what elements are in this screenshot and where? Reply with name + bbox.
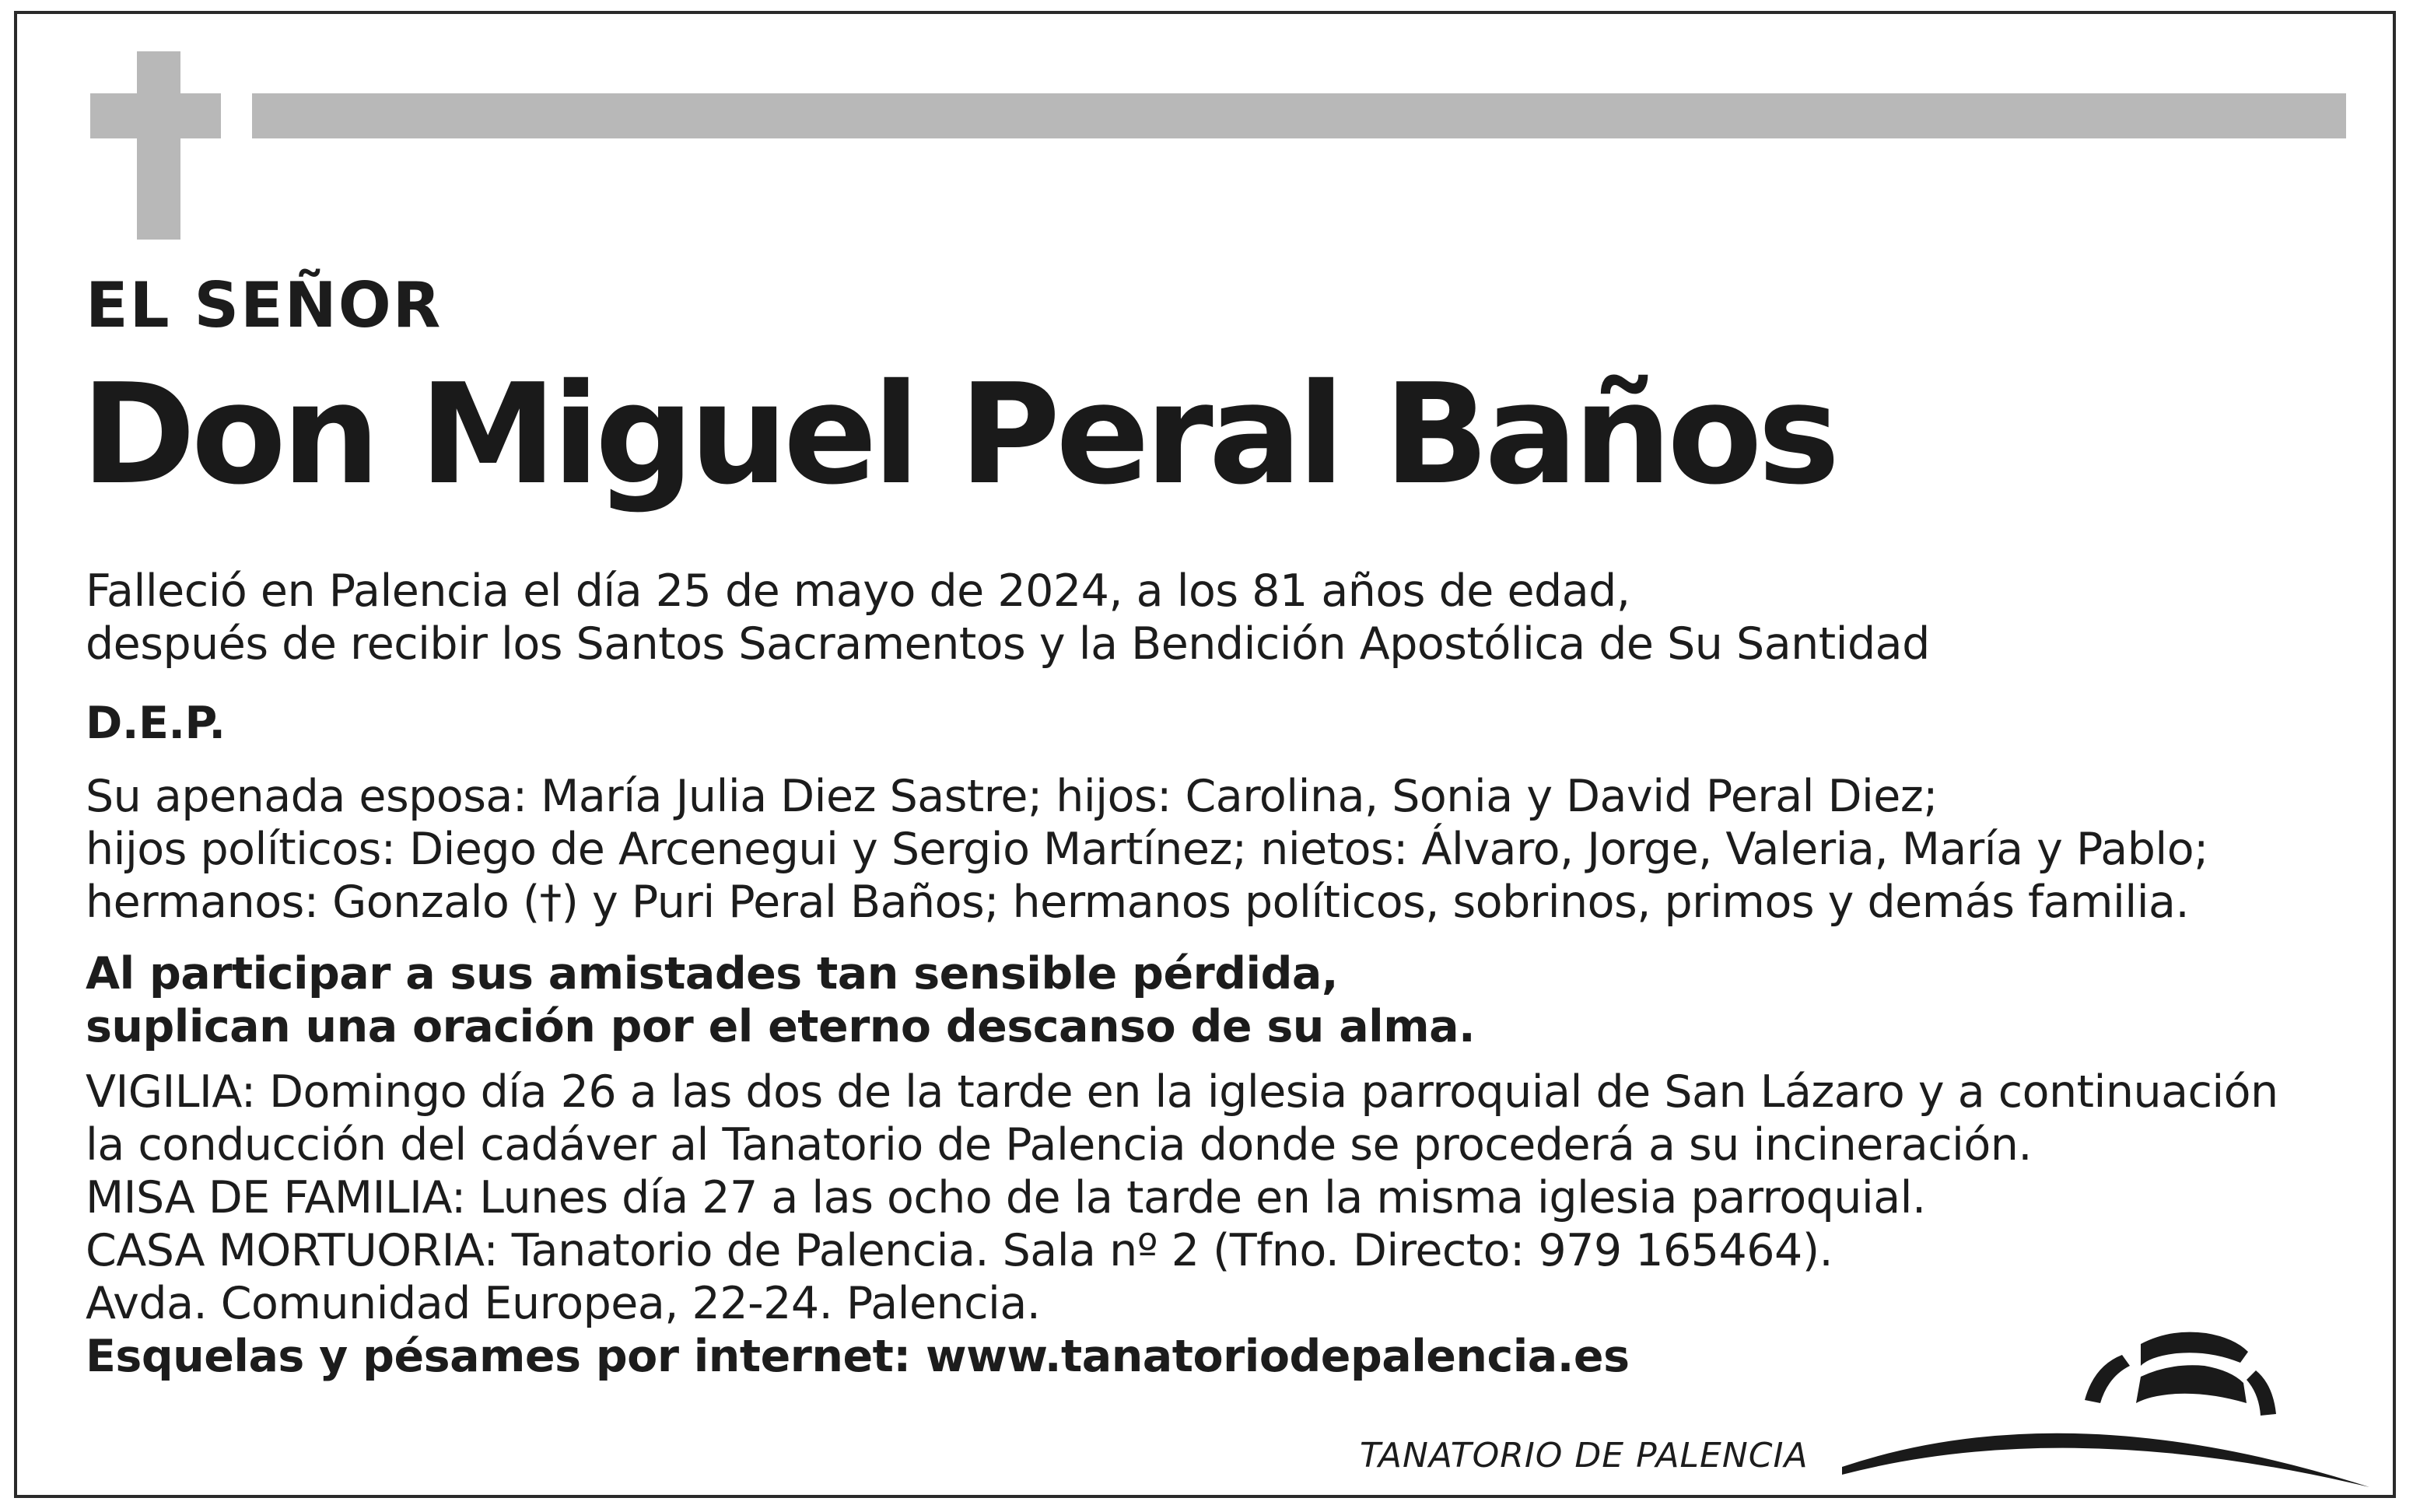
request-line-1: Al participar a sus amistades tan sensible pérdida, <box>86 948 1338 999</box>
logo-block-middle <box>2136 1365 2247 1403</box>
services-line-1: VIGILIA: Domingo día 26 a las dos de la tarde en la iglesia parroquial de San Lázaro y a continuación <box>86 1066 2278 1118</box>
services-line-2: la conducción del cadáver al Tanatorio de Palencia donde se procederá a su incineración. <box>86 1119 2032 1171</box>
services-line-3: MISA DE FAMILIA: Lunes día 27 a las ocho de la tarde en la misma iglesia parroquial. <box>86 1172 1926 1223</box>
family-line-2: hijos políticos: Diego de Arcenegui y Sergio Martínez; nietos: Álvaro, Jorge, Valeria, María y Pablo; <box>86 824 2208 875</box>
tanatorio-logo-icon <box>1836 1322 2373 1493</box>
header-bar <box>252 93 2346 138</box>
logo-block-left <box>2085 1355 2130 1403</box>
dep-label: D.E.P. <box>86 698 226 749</box>
services-line-4: CASA MORTUORIA: Tanatorio de Palencia. Sala nº 2 (Tfno. Directo: 979 165464). <box>86 1225 1833 1276</box>
deceased-name: Don Miguel Peral Baños <box>81 354 1836 515</box>
services-line-5: Avda. Comunidad Europea, 22-24. Palencia. <box>86 1278 1041 1329</box>
services-line-6: Esquelas y pésames por internet: www.tanatoriodepalencia.es <box>86 1331 1630 1382</box>
cross-icon-vertical <box>137 51 180 240</box>
honorific-title: EL SEÑOR <box>86 269 443 341</box>
cross-icon-horizontal <box>90 93 221 138</box>
logo-arc <box>1842 1433 2369 1487</box>
logo-block-right <box>2247 1370 2276 1416</box>
tanatorio-logo-label: TANATORIO DE PALENCIA <box>1360 1436 1809 1475</box>
logo-block-top <box>2141 1332 2248 1366</box>
family-line-3: hermanos: Gonzalo (†) y Puri Peral Baños; hermanos políticos, sobrinos, primos y demás familia. <box>86 877 2190 928</box>
intro-line-2: después de recibir los Santos Sacramentos y la Bendición Apostólica de Su Santidad <box>86 618 1930 670</box>
request-line-2: suplican una oración por el eterno descanso de su alma. <box>86 1001 1476 1052</box>
intro-line-1: Falleció en Palencia el día 25 de mayo de 2024, a los 81 años de edad, <box>86 565 1630 617</box>
family-line-1: Su apenada esposa: María Julia Diez Sastre; hijos: Carolina, Sonia y David Peral Diez; <box>86 771 1938 822</box>
